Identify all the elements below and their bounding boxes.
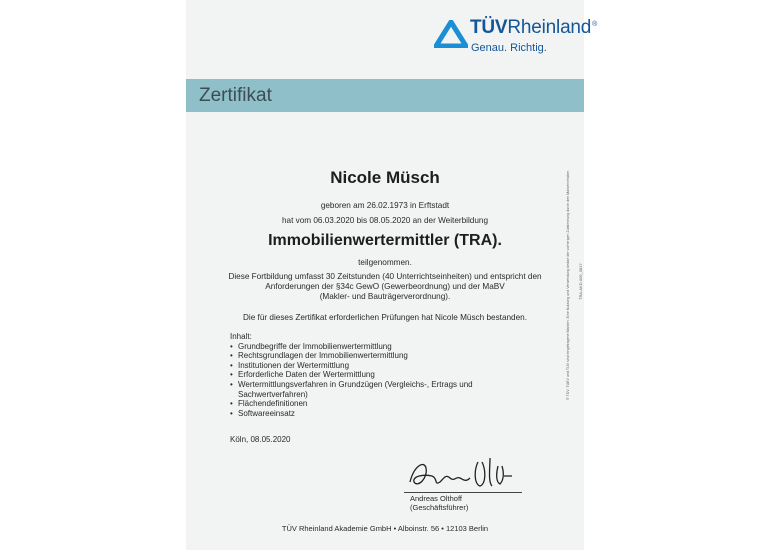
contents-list [230, 342, 480, 419]
description-line: Anforderungen der §34c GewO (Gewerbeordnung) und der MaBV [265, 282, 505, 291]
brand-name: TÜVRheinland® [470, 17, 598, 38]
brand-tagline: Genau. Richtig. [471, 42, 547, 54]
place-date: Köln, 08.05.2020 [230, 435, 291, 444]
recipient-name: Nicole Müsch [330, 168, 440, 187]
description-paragraph [186, 272, 584, 302]
contents-heading: Inhalt: [230, 332, 252, 341]
exam-line: Die für dieses Zertifikat erforderlichen Prüfungen hat Nicole Müsch bestanden. [243, 313, 527, 322]
contents-section [230, 332, 480, 418]
course-title: Immobilienwertermittler (TRA). [268, 232, 502, 249]
description-line: Diese Fortbildung umfasst 30 Zeitstunden (40 Unterrichtseinheiten) und entspricht den [228, 272, 542, 281]
participated-text: teilgenommen. [358, 258, 412, 267]
signer-block [410, 494, 468, 512]
list-item: • Erforderliche Daten der Wertermittlung [230, 370, 480, 380]
list-item: • Rechtsgrundlagen der Immobilienwertermittlung [230, 351, 480, 361]
tuv-rheinland-logo [434, 16, 598, 60]
footer-address: TÜV Rheinland Akademie GmbH • Alboinstr. 56 • 12103 Berlin [281, 524, 489, 533]
triangle-logo-icon [434, 20, 468, 48]
signer-name: Andreas Olthoff [410, 494, 462, 503]
signer-role: (Geschäftsführer) [410, 503, 469, 512]
list-item: • Wertermittlungsverfahren in Grundzügen (Vergleichs-, Ertrags und Sachwertverfahren) [230, 380, 480, 399]
signature-line [404, 492, 522, 493]
list-item: • Softwareeinsatz [230, 409, 480, 419]
birth-line: geboren am 26.02.1973 in Erftstadt [320, 201, 450, 210]
list-item: • Institutionen der Wertermittlung [230, 361, 480, 371]
title-banner [186, 79, 584, 112]
description-line: (Makler- und Bauträgerverordnung). [319, 292, 451, 301]
handwritten-signature [404, 452, 514, 494]
side-document-code: TRA-AKD-005_0817 [578, 263, 583, 300]
side-legal-note: ® TÜV, TUEV und TUV sind eingetragene Marken. Eine Nutzung und Verwendung bedarf der vorherigen Zustimmung durch den Markeninhaber. [566, 169, 570, 400]
list-item: • Flächendefinitionen [230, 399, 480, 409]
period-line: hat vom 06.03.2020 bis 08.05.2020 an der Weiterbildung [281, 216, 489, 225]
document-title: Zertifikat [199, 85, 272, 106]
list-item: • Grundbegriffe der Immobilienwertermittlung [230, 342, 480, 352]
